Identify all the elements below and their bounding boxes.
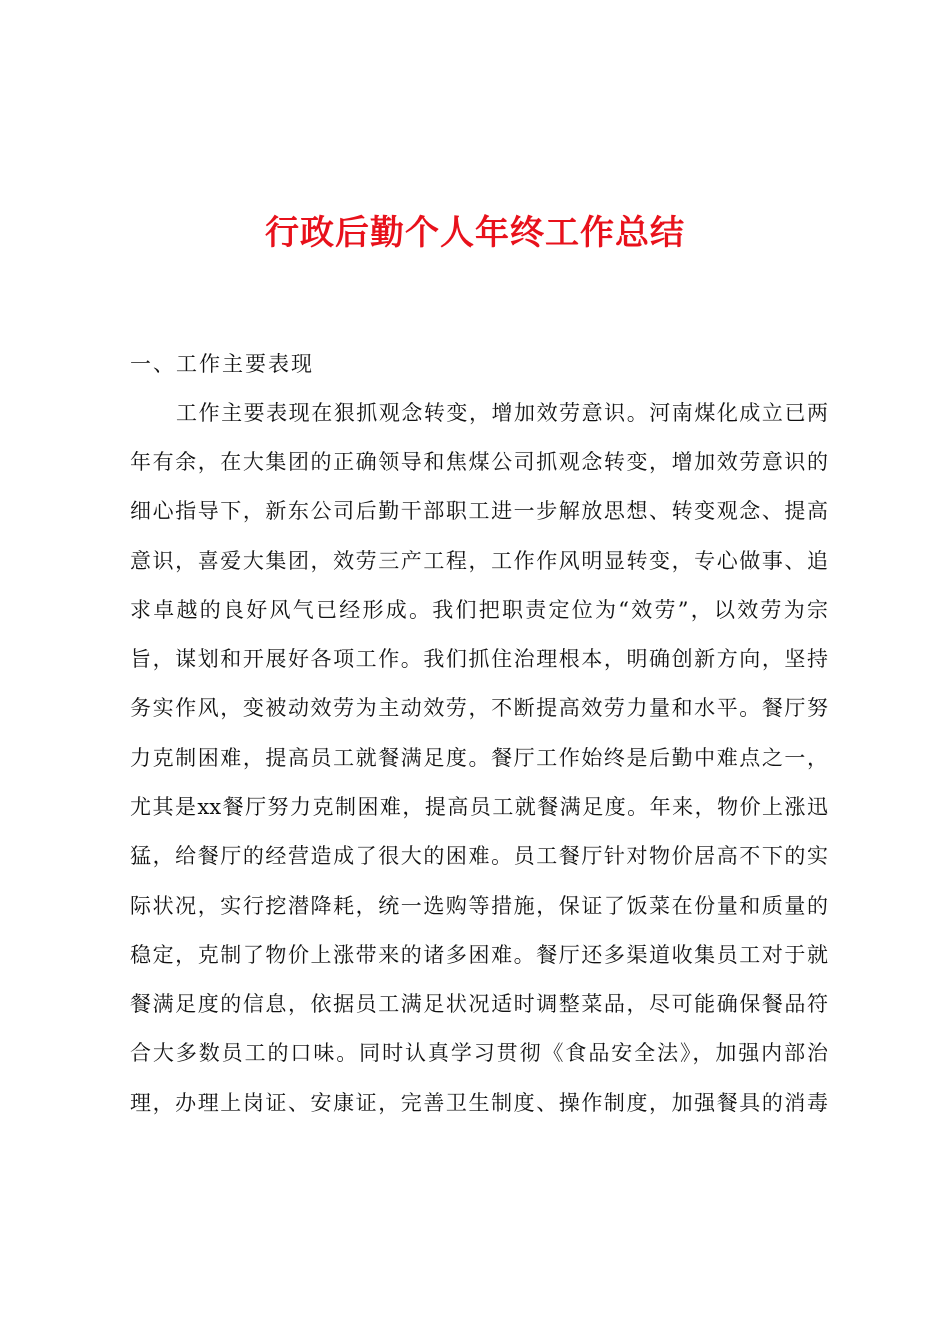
paragraph-line: 合大多数员工的口味。同时认真学习贯彻《食品安全法》，加强内部治 — [130, 1041, 828, 1065]
document-title: 行政后勤个人年终工作总结 — [265, 213, 685, 253]
paragraph-line: 力克制困难，提高员工就餐满足度。餐厅工作始终是后勤中难点之一， — [130, 746, 828, 770]
paragraph-line: 工作主要表现在狠抓观念转变，增加效劳意识。河南煤化成立已两 — [176, 401, 828, 425]
paragraph-line: 际状况，实行挖潜降耗，统一选购等措施，保证了饭菜在份量和质量的 — [130, 894, 828, 918]
paragraph-line: 尤其是xx餐厅努力克制困难，提高员工就餐满足度。年来，物价上涨迅 — [130, 795, 828, 819]
paragraph-line: 理，办理上岗证、安康证，完善卫生制度、操作制度，加强餐具的消毒 — [130, 1091, 828, 1115]
paragraph-line: 务实作风，变被动效劳为主动效劳，不断提高效劳力量和水平。餐厅努 — [130, 696, 828, 720]
paragraph-line: 猛，给餐厅的经营造成了很大的困难。员工餐厅针对物价居高不下的实 — [130, 844, 828, 868]
paragraph-line: 餐满足度的信息，依据员工满足状况适时调整菜品，尽可能确保餐品符 — [130, 992, 828, 1016]
paragraph-line: 求卓越的良好风气已经形成。我们把职责定位为“效劳”，以效劳为宗 — [130, 598, 828, 622]
paragraph-line: 旨，谋划和开展好各项工作。我们抓住治理根本，明确创新方向，坚持 — [130, 647, 828, 671]
section-heading: 一、工作主要表现 — [130, 352, 314, 376]
paragraph-line: 细心指导下，新东公司后勤干部职工进一步解放思想、转变观念、提高 — [130, 499, 828, 523]
paragraph-line: 年有余，在大集团的正确领导和焦煤公司抓观念转变，增加效劳意识的 — [130, 450, 828, 474]
paragraph-line: 意识，喜爱大集团，效劳三产工程，工作作风明显转变，专心做事、追 — [130, 549, 828, 573]
paragraph-line: 稳定，克制了物价上涨带来的诸多困难。餐厅还多渠道收集员工对于就 — [130, 943, 828, 967]
